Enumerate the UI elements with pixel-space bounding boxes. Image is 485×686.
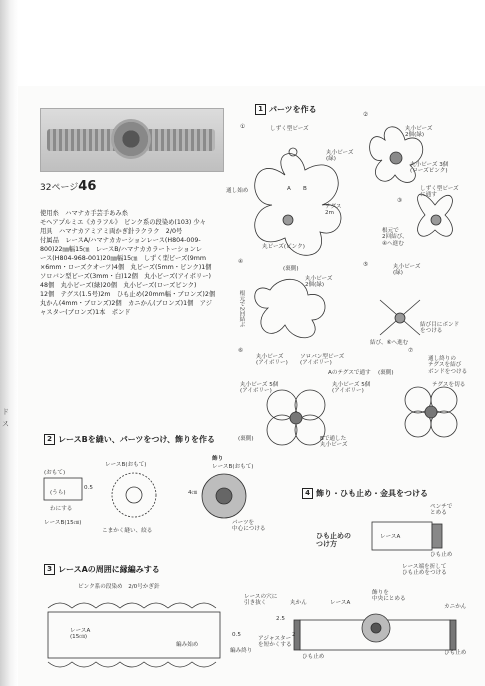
label-p7-a: 通し終りの テグスを結び ボンドをつける [428, 356, 468, 375]
label-pliers: ペンチで とめる [430, 504, 453, 517]
step-3-num: ③ [397, 198, 403, 204]
label-himodome: ひも止め [430, 552, 453, 558]
label-p4-a: 丸小ビーズ 2個(緑) [305, 276, 333, 289]
label-himo-note: レース端を折して ひも止めをつける [402, 564, 447, 577]
label-maru-pink: 丸ビーズ(ピンク) [262, 244, 305, 250]
step-5-num: ⑤ [363, 262, 369, 268]
label-p6-f: Bで通した 丸小ビーズ [320, 436, 348, 449]
label-adj: アジャスター を短かくする [258, 636, 292, 649]
material-line-9: 12個 テグス(1.5号)2m ひも止め(20mm幅・ブロンズ)2個 [40, 291, 216, 298]
material-line-10: 丸かん(4mm・ブロンズ)2個 カニかん(ブロンズ)1個 アジ [40, 300, 213, 307]
label-himodome2: ひも止め [302, 654, 325, 660]
section-1-text: パーツを作る [269, 104, 317, 114]
gathered-lace-center [126, 487, 142, 503]
step7-flower [405, 387, 457, 437]
end-clamp-right [450, 620, 456, 650]
label-p3-a: しずく型ビーズ に通す [420, 186, 459, 199]
material-line-8: 48個 丸小ビーズ(緑)20個 丸小ビーズ(ローズピンク) [40, 282, 197, 289]
page-ref-number: 46 [78, 179, 97, 194]
label-amikomi: 編み始め [176, 642, 199, 648]
label-ura-6: (裏側) [238, 436, 254, 442]
label-amikomi2: 編み終り [230, 648, 253, 654]
label-laceB-omote: レースB(おもて) [212, 464, 254, 470]
gathered-lace [112, 473, 156, 517]
step2-center [390, 152, 402, 164]
label-wanisuru: わにする [50, 506, 73, 512]
lace-edging-bottom [48, 662, 216, 667]
section-2-number: 2 [44, 434, 55, 445]
label-p2-b: 丸小ビーズ 3個 (ローズピンク) [410, 162, 449, 175]
material-line-6: ×6mm・ローズクオーツ)4個 丸ビーズ(5mm・ピンク)1個 [40, 264, 212, 271]
step5-center [395, 313, 405, 323]
section-2-text: レースBを縫い、パーツをつけ、飾りを作る [58, 434, 216, 444]
bracelet-ornament-center [371, 623, 381, 633]
section-4-text: 飾り・ひも止め・金具をつける [316, 488, 428, 498]
label-kazari-center: 飾りを 中央にとめる [372, 590, 406, 603]
label-toshidome: 通し始め [226, 188, 249, 194]
step-2-num: ② [363, 112, 369, 118]
material-line-1: モヘアプルミエ《カラフル》 ピンク系の段染め(103) 少々 [40, 219, 206, 226]
label-p7-b: テグスを切る [432, 382, 466, 388]
label-p2-a: 丸小ビーズ 2個(緑) [405, 126, 433, 139]
step-7-num: ⑦ [408, 348, 414, 354]
label-himo-title: ひも止めの つけ方 [316, 532, 351, 549]
label-komakaku: こまかく縫い、絞る [102, 528, 153, 534]
step1-top-bead [289, 148, 297, 156]
section-3-text: レースAの周囲に縁編みする [58, 564, 160, 574]
material-line-5: ース(H804-968-001)20㎜幅15㎝ しずく型ビーズ(9mm [40, 255, 206, 262]
label-p6-b: ソロバン型ビーズ (アイボリー) [300, 354, 345, 367]
label-laceA15: レースA (15㎝) [70, 628, 91, 641]
label-p5-a: 丸小ビーズ (緑) [393, 264, 421, 277]
label-size-4: 4㎝ [188, 490, 198, 496]
label-yarn: ピンク系の段染め 2/0号かぎ針 [78, 584, 160, 590]
margin-note-do: ド [2, 408, 9, 416]
label-omote: (おもて) [44, 470, 66, 476]
label-shizuku: しずく型ビーズ [270, 126, 309, 132]
label-p6-e: 丸小ビーズ 5個 (アイボリー) [240, 382, 279, 395]
step1-bottom-bead [283, 215, 293, 225]
material-line-2: 用具 ハマナカアミアミ両かぎ針ラクラク 2/0号 [40, 228, 183, 235]
margin-note-su: ス [2, 420, 9, 428]
laceB-strip [44, 478, 82, 500]
label-laceB15: レースB(15㎝) [44, 520, 82, 526]
material-line-7: ソロバン型ビーズ(3mm・白)12個 丸小ビーズ(アイボリー) [40, 273, 211, 280]
label-lace-hole: レースの穴に 引き抜く [244, 594, 278, 607]
ornament-center [216, 488, 232, 504]
label-laceA2: レースA [330, 600, 351, 606]
label-dim-05: 0.5 [84, 485, 93, 491]
step-4-num: ④ [238, 259, 244, 265]
label-p6-c: Aのテグスで通す [328, 370, 371, 376]
label-kanikan: カニかん [444, 604, 467, 610]
page-ref-prefix: 32ページ [40, 183, 79, 193]
label-maruko-green: 丸小ビーズ (緑) [326, 150, 354, 163]
label-marukan: 丸かん [290, 600, 307, 606]
label-laceA: レースA [380, 534, 401, 540]
label-dim-05-b: 0.5 [232, 632, 241, 638]
label-p6-a: 丸小ビーズ (アイボリー) [256, 354, 288, 367]
step3-center [431, 215, 441, 225]
label-parts-center: パーツを 中心につける [232, 520, 266, 533]
label-tegusu: テグス 2m [325, 204, 342, 217]
section-4-number: 4 [302, 488, 313, 499]
lace-edging-top [48, 603, 216, 608]
section-3-number: 3 [44, 564, 55, 575]
label-d2: 2 [292, 632, 296, 638]
marker-a: A [287, 186, 291, 192]
cord-end-clamp [432, 524, 442, 548]
label-p5-b: 結び目にボンド をつける [420, 322, 460, 335]
step-1-num: ① [240, 124, 246, 130]
label-p3-b: 根元で 2回結び、 ④へ進む [382, 228, 408, 247]
label-omote-7: (裏側) [378, 370, 394, 376]
section-1-number: 1 [255, 104, 266, 115]
label-d25: 2.5 [276, 616, 285, 622]
label-himodome3: ひも止め [444, 650, 467, 656]
label-p5-c: 結び、⑥へ進む [370, 340, 409, 346]
label-kazari: 飾り [212, 456, 224, 462]
step6-flower [267, 390, 325, 445]
label-p6-d: 丸小ビーズ 5個 (アイボリー) [332, 382, 371, 395]
marker-b: B [303, 186, 307, 192]
label-ura: (裏側) [283, 266, 299, 272]
material-line-4: 800)22㎜幅15㎝ レースB/ハマナカカラートーションレ [40, 246, 203, 253]
label-p4-side: 根元で2回結ぶ [238, 290, 245, 328]
material-line-3: 付属品 レースA/ハマナカカーションレース(H804-009- [40, 237, 201, 244]
label-laceB: レースB(おもて) [105, 462, 147, 468]
label-ura2: (うら) [50, 490, 66, 496]
material-line-0: 使用糸 ハマナカ手芸手あみ糸 [40, 210, 129, 217]
material-line-11: ャスター(ブロンズ)1本 ボンド [40, 309, 131, 316]
step-6-num: ⑥ [238, 348, 244, 354]
